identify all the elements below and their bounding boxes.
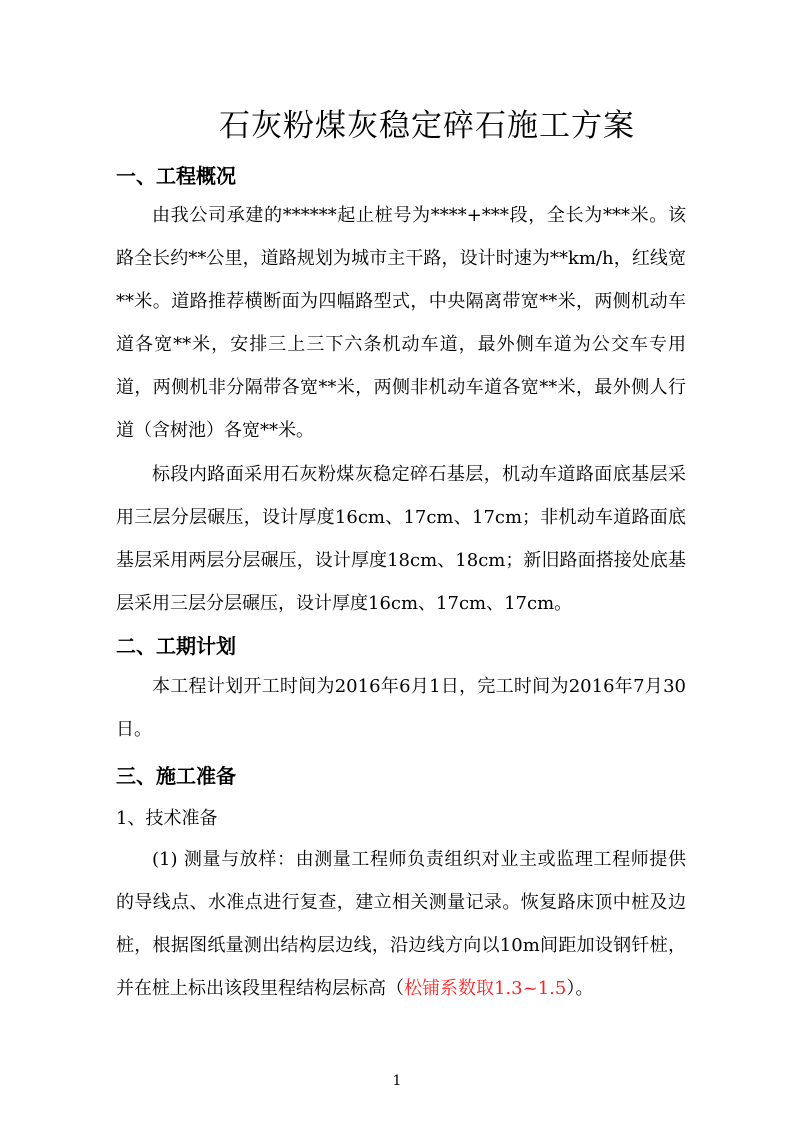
section-heading-overview: 一、工程概况 xyxy=(116,164,236,188)
loose-coefficient-note: 松铺系数取1.3~1.5 xyxy=(404,978,567,999)
section-heading-schedule: 二、工期计划 xyxy=(116,634,236,658)
paragraph-overview-2: 标段内路面采用石灰粉煤灰稳定碎石基层，机动车道路面底基层采用三层分层碾压，设计厚度16cm、17cm、17cm；非机动车道路面底基层采用两层分层碾压，设计厚度18cm、18cm；新旧路面搭接处底基层采用三层分层碾压，设计厚度16cm、17cm、17cm。 xyxy=(116,464,686,614)
paragraph-survey-main-text: (1) 测量与放样：由测量工程师负责组织对业主或监理工程师提供的导线点、水准点进行复查，建立相关测量记录。恢复路床顶中桩及边桩，根据图纸量测出结构层边线，沿边线方向以10m间距加设钢钎桩，并在桩上标出该段里程结构层标高（ xyxy=(116,849,686,999)
subheading-technical-preparation: 1、技术准备 xyxy=(116,808,218,829)
paragraph-overview-1: 由我公司承建的******起止桩号为****+***段，全长为***米。该路全长约**公里，道路规划为城市主干路，设计时速为**km/h，红线宽**米。道路推荐横断面为四幅路型式，中央隔离带宽**米，两侧机动车道各宽**米，安排三上三下六条机动车道，最外侧车道为公交车专用道，两侧机非分隔带各宽**米，两侧非机动车道各宽**米，最外侧人行道（含树池）各宽**米。 xyxy=(116,205,686,441)
paragraph-schedule: 本工程计划开工时间为2016年6月1日，完工时间为2016年7月30日。 xyxy=(116,676,686,740)
section-heading-preparation: 三、施工准备 xyxy=(116,764,236,788)
document-title: 石灰粉煤灰稳定碎石施工方案 xyxy=(219,108,635,144)
page-number: 1 xyxy=(392,1073,402,1089)
paragraph-survey-end: ）。 xyxy=(566,978,594,999)
paragraph-survey-layout xyxy=(116,838,686,1010)
